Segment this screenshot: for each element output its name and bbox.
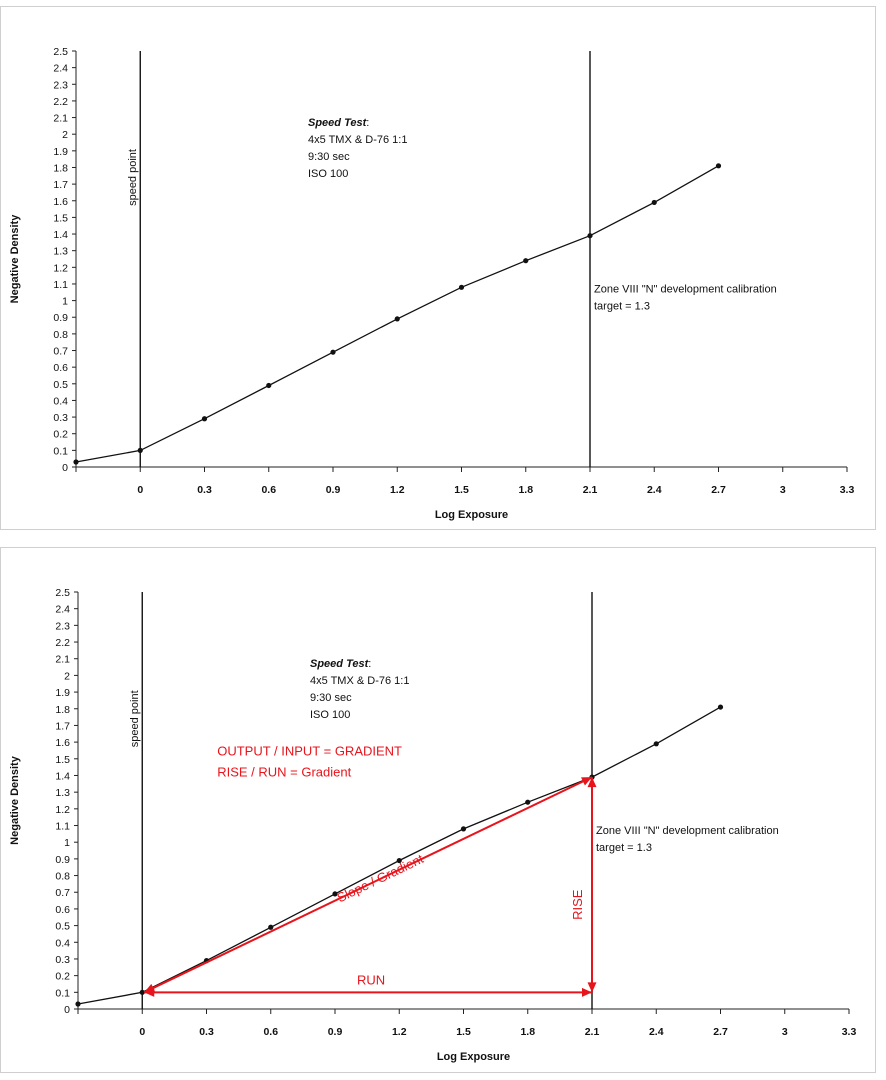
- speed-test-title-bold: Speed Test: [310, 658, 369, 671]
- y-tick-label: 2: [64, 670, 70, 683]
- data-point: [459, 285, 464, 290]
- speed-test-detail: 9:30 sec: [310, 692, 352, 705]
- zone-viii-note: Zone VIII "N" development calibration: [594, 283, 777, 296]
- data-point: [75, 1001, 80, 1006]
- rise-arrow-head-bottom: [588, 982, 597, 992]
- density-curve-line: [76, 166, 719, 462]
- y-tick-label: 1.6: [53, 195, 68, 208]
- y-tick-label: 0.5: [53, 378, 68, 391]
- x-tick-label: 3.3: [841, 1026, 857, 1038]
- y-tick-label: 0.5: [55, 920, 70, 933]
- speed-test-title: [308, 117, 369, 129]
- y-tick-label: 2: [62, 129, 68, 142]
- y-tick-label: 1.8: [53, 162, 68, 175]
- y-tick-label: 2.3: [55, 620, 70, 633]
- y-tick-label: 2.1: [53, 112, 68, 125]
- data-point: [716, 163, 721, 168]
- y-tick-label: 1: [62, 295, 68, 308]
- x-tick-label: 1.8: [520, 1026, 536, 1038]
- y-tick-label: 0.9: [53, 312, 68, 325]
- x-tick-label: 0: [137, 484, 144, 496]
- y-tick-label: 1: [64, 837, 70, 850]
- y-tick-label: 1.3: [53, 245, 68, 258]
- zone-viii-note: target = 1.3: [594, 300, 650, 313]
- y-axis-label: Negative Density: [9, 756, 21, 845]
- data-point: [266, 383, 271, 388]
- slope-label: Slope / Gradient: [334, 851, 426, 906]
- data-point: [461, 826, 466, 831]
- y-axis-label: Negative Density: [9, 214, 21, 304]
- x-tick-label: 0.6: [261, 484, 277, 496]
- speed-test-detail: ISO 100: [308, 167, 349, 180]
- y-tick-label: 2.4: [55, 603, 70, 616]
- x-tick-label: 1.2: [391, 1026, 407, 1038]
- x-tick-label: 1.5: [454, 484, 469, 496]
- y-tick-label: 1.4: [55, 770, 70, 783]
- characteristic-curve-chart: [1, 7, 877, 531]
- y-tick-label: 1.5: [53, 212, 68, 225]
- speed-test-title-colon: :: [366, 116, 370, 129]
- y-tick-label: 1.5: [55, 753, 70, 766]
- y-tick-label: 0.7: [55, 887, 70, 900]
- y-tick-label: 1.4: [53, 229, 68, 242]
- data-point: [523, 258, 528, 263]
- y-tick-label: 2.2: [53, 95, 68, 108]
- data-point: [718, 704, 723, 709]
- x-tick-label: 3: [781, 1026, 788, 1038]
- data-point: [73, 459, 78, 464]
- speed-test-detail: ISO 100: [310, 709, 351, 722]
- speed-test-detail: 4x5 TMX & D-76 1:1: [310, 675, 410, 688]
- y-tick-label: 2.2: [55, 637, 70, 650]
- speed-point-label: speed point: [129, 690, 142, 748]
- x-tick-label: 2.1: [584, 1026, 600, 1038]
- y-tick-label: 0.1: [53, 445, 68, 458]
- chart-panel-gradient-explained: [0, 547, 876, 1073]
- run-arrow-head-right: [582, 988, 592, 997]
- y-tick-label: 1.8: [55, 703, 70, 716]
- zone-viii-note: Zone VIII "N" development calibration: [596, 824, 779, 837]
- y-tick-label: 0: [62, 462, 68, 474]
- x-tick-label: 1.5: [456, 1026, 471, 1038]
- y-tick-label: 0.7: [53, 345, 68, 358]
- data-point: [525, 800, 530, 805]
- speed-test-detail: 9:30 sec: [308, 150, 350, 163]
- x-tick-label: 2.1: [582, 484, 598, 496]
- y-tick-label: 1.6: [55, 737, 70, 750]
- y-tick-label: 2.3: [53, 79, 68, 92]
- speed-test-title-colon: :: [368, 658, 372, 671]
- rise-label: RISE: [570, 889, 585, 920]
- y-tick-label: 2.5: [55, 587, 70, 599]
- y-tick-label: 0.3: [53, 412, 68, 425]
- y-tick-label: 0.6: [53, 362, 68, 375]
- y-tick-label: 1.1: [55, 820, 70, 833]
- x-tick-label: 1.8: [518, 484, 534, 496]
- x-tick-label: 0.9: [327, 1026, 343, 1038]
- x-tick-label: 3.3: [839, 484, 855, 496]
- y-tick-label: 0.9: [55, 853, 70, 866]
- x-tick-label: 2.7: [713, 1026, 728, 1038]
- data-point: [654, 741, 659, 746]
- y-tick-label: 2.1: [55, 653, 70, 666]
- y-tick-label: 1.7: [55, 720, 70, 733]
- gradient-formula: RISE / RUN = Gradient: [217, 764, 352, 780]
- y-tick-label: 0.8: [55, 870, 70, 883]
- data-point: [652, 200, 657, 205]
- x-tick-label: 1.2: [389, 484, 405, 496]
- speed-test-detail: 4x5 TMX & D-76 1:1: [308, 133, 408, 146]
- x-tick-label: 2.4: [648, 1026, 664, 1038]
- x-tick-label: 0.6: [263, 1026, 279, 1038]
- y-tick-label: 1.2: [55, 803, 70, 816]
- speed-test-title-bold: Speed Test: [308, 116, 367, 129]
- y-tick-label: 0.2: [53, 428, 68, 441]
- speed-test-title: [310, 658, 371, 670]
- gradient-explained-chart: [1, 548, 877, 1074]
- y-tick-label: 0.4: [55, 937, 70, 950]
- data-point: [330, 350, 335, 355]
- y-tick-label: 0.3: [55, 953, 70, 966]
- x-tick-label: 2.4: [646, 484, 662, 496]
- x-tick-label: 3: [779, 484, 786, 496]
- y-tick-label: 0.6: [55, 903, 70, 916]
- run-label: RUN: [357, 972, 386, 988]
- y-tick-label: 2.5: [53, 46, 68, 58]
- zone-viii-note: target = 1.3: [596, 841, 652, 854]
- data-point: [587, 233, 592, 238]
- y-tick-label: 0.4: [53, 395, 68, 408]
- y-tick-label: 2.4: [53, 62, 68, 75]
- speed-point-label: speed point: [127, 149, 140, 206]
- data-point: [268, 925, 273, 930]
- y-tick-label: 0.1: [55, 987, 70, 1000]
- x-tick-label: 0: [139, 1026, 146, 1038]
- x-tick-label: 0.9: [325, 484, 341, 496]
- y-tick-label: 1.2: [53, 262, 68, 275]
- y-tick-label: 1.9: [53, 145, 68, 158]
- y-tick-label: 1.3: [55, 787, 70, 800]
- x-tick-label: 0.3: [199, 1026, 214, 1038]
- y-tick-label: 0: [64, 1004, 70, 1016]
- y-tick-label: 1.9: [55, 687, 70, 700]
- data-point: [140, 990, 145, 995]
- x-tick-label: 2.7: [711, 484, 726, 496]
- x-axis-label: Log Exposure: [434, 509, 509, 521]
- chart-panel-characteristic-curve: [0, 6, 876, 530]
- y-tick-label: 1.1: [53, 278, 68, 291]
- x-axis-label: Log Exposure: [436, 1051, 511, 1063]
- y-tick-label: 1.7: [53, 179, 68, 192]
- gradient-formula: OUTPUT / INPUT = GRADIENT: [217, 743, 403, 759]
- data-point: [395, 316, 400, 321]
- data-point: [202, 416, 207, 421]
- y-tick-label: 0.2: [55, 970, 70, 983]
- y-tick-label: 0.8: [53, 328, 68, 341]
- x-tick-label: 0.3: [197, 484, 212, 496]
- data-point: [138, 448, 143, 453]
